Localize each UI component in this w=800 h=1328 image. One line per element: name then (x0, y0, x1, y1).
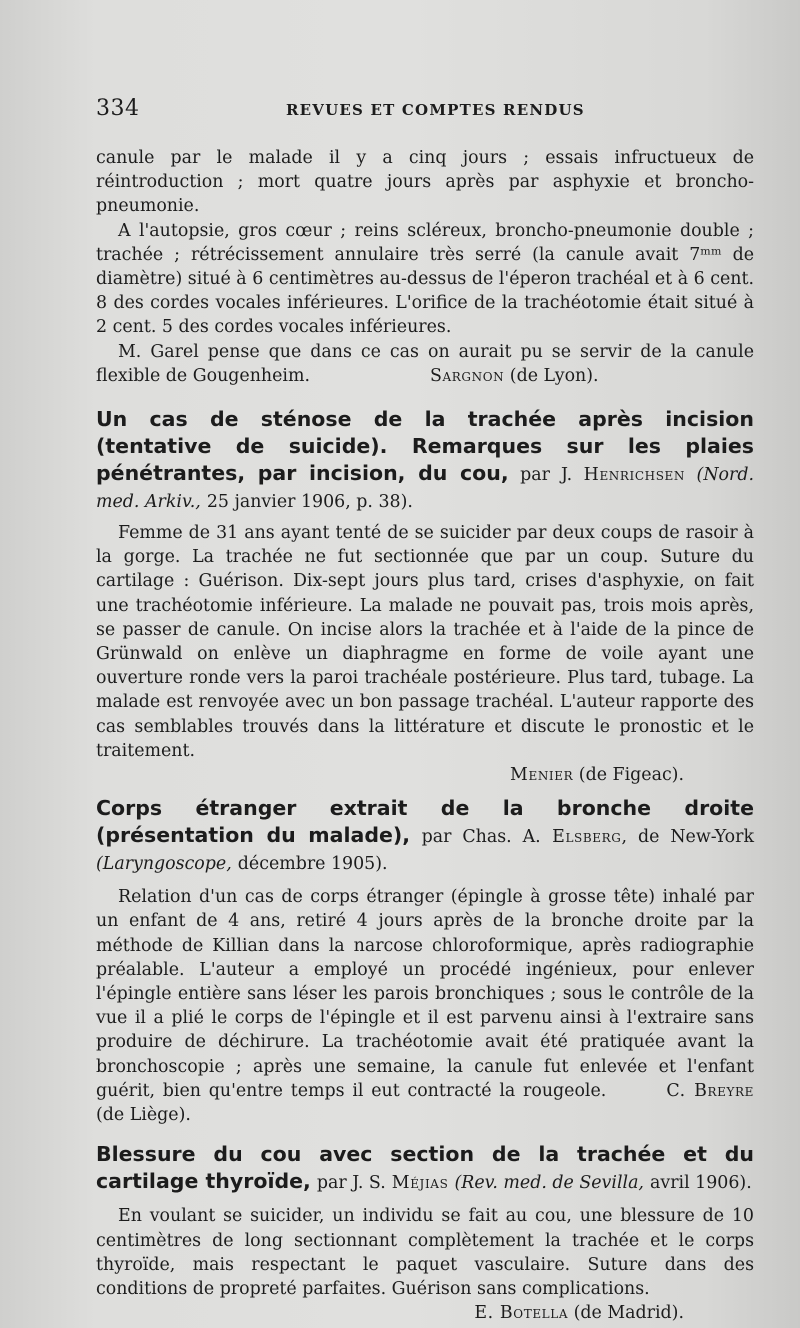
article-2-author: Elsberg (552, 827, 622, 848)
article-3-author: Méjias (391, 1173, 449, 1194)
article-1-source: (Nord. med. Arkiv., (96, 465, 754, 513)
article-1-signature (96, 763, 754, 787)
article-1-signature-name: Menier (510, 765, 574, 786)
article-2-source: (Laryngoscope, (96, 854, 232, 875)
page-number: 334 (96, 96, 140, 121)
article-2-signature-place: (de Liège). (96, 1105, 191, 1126)
intro-signature-place: (de Lyon). (509, 365, 599, 386)
article-2 (96, 795, 754, 1127)
article-1-source-cont: 25 janvier 1906, p. 38). (206, 492, 413, 513)
article-1-author-prefix: par J. (520, 465, 573, 486)
intro-paragraph-3 (96, 340, 754, 388)
intro-paragraph-1: canule par le malade il y a cinq jours ; essais infructueux de réintroduction ; mort quatre jours après par asphyxie et broncho-pneumonie. (96, 148, 754, 217)
article-2-author-prefix: par Chas. A. (421, 827, 541, 848)
article-2-body-text: Relation d'un cas de corps étranger (épingle à grosse tête) inhalé par un enfant de 4 ans, retiré 4 jours après de la bronche droite par la méthode de Killian dans la narcose chloroformique, après radiographie préalable. L'auteur a employé un procédé ingénieux, pour enlever l'épingle entière sans léser les parois bronchiques ; sous le contrôle de la vue il a plié le corps de l'épingle et il est parvenu ainsi à l'extraire sans produire de déchirure. La trachéotomie avait été pratiquée avant la bronchoscopie ; après une semaine, la canule fut enlevée et l'enfant guérit, bien qu'entre temps il eut contracté la rougeole. (96, 887, 754, 1101)
intro-paragraph-3-text: M. Garel pense que dans ce cas on aurait pu se servir de la canule flexible de Gougenheim. (96, 341, 754, 386)
article-2-source-cont: décembre 1905). (237, 854, 388, 875)
article-3-heading (96, 1141, 754, 1196)
intro-paragraph-2: A l'autopsie, gros cœur ; reins scléreux, broncho-pneumonie double ; trachée ; rétrécissement annulaire très serré (la canule avait 7ᵐᵐ de diamètre) situé à 6 centimètres au-dessus de l'éperon trachéal et à 6 cent. 8 des cordes vocales inférieures. L'orifice de la trachéotomie était situé à 2 cent. 5 des cordes vocales inférieures. (96, 220, 754, 338)
article-2-title: Corps étranger extrait de la bronche droite (présentation du malade), (96, 796, 754, 848)
article-1-author: Henrichsen (583, 465, 685, 486)
article-3-signature-name: E. Botella (474, 1303, 569, 1324)
article-2-body (96, 885, 754, 1127)
article-2-signature-name: C. Breyre (666, 1080, 754, 1101)
article-1-heading (96, 406, 754, 515)
article-3-signature-place: (de Madrid). (573, 1303, 684, 1324)
article-1-title: Un cas de sténose de la trachée après incision (tentative de suicide). Remarques sur les plaies pénétrantes, par incision, du cou, (96, 407, 754, 486)
article-1 (96, 406, 754, 787)
article-3-body: En voulant se suicider, un individu se fait au cou, une blessure de 10 centimètres de long sectionnant complètement la trachée et le corps thyroïde, mais respectant le paquet vasculaire. Suture dans des conditions de propreté parfaites. Guérison sans complications. (96, 1206, 754, 1299)
article-2-heading (96, 795, 754, 877)
article-3-signature (96, 1301, 754, 1325)
article-1-body: Femme de 31 ans ayant tenté de se suicider par deux coups de rasoir à la gorge. La trachée ne fut sectionnée que par un coup. Suture du cartilage : Guérison. Dix-sept jours plus tard, crises d'asphyxie, on fait une trachéotomie inférieure. La malade ne pouvait pas, trois mois après, se passer de canule. On incise alors la trachée et à l'aide de la pince de Grünwald on enlève un diaphragme en forme de voile ayant une ouverture ronde vers la paroi trachéale postérieure. Plus tard, tubage. La malade est renvoyée avec un bon passage trachéal. L'auteur rapporte des cas semblables trouvés dans la littérature et discute le pronostic et le traitement. (96, 523, 754, 761)
article-3-source: (Rev. med. de Sevilla, (454, 1173, 644, 1194)
running-head: REVUES ET COMPTES RENDUS (286, 101, 585, 119)
article-3-author-prefix: par J. S. (316, 1173, 386, 1194)
article-1-signature-place: (de Figeac). (578, 765, 684, 786)
article-3 (96, 1141, 754, 1325)
article-2-author-suffix: , de New-York (621, 827, 754, 848)
page-header (96, 96, 756, 124)
article-3-source-cont: avril 1906). (650, 1173, 752, 1194)
intro-signature-name: Sargnon (430, 365, 505, 386)
page-content (96, 146, 754, 1325)
article-3-title: Blessure du cou avec section de la trachée et du cartilage thyroïde, (96, 1142, 754, 1194)
